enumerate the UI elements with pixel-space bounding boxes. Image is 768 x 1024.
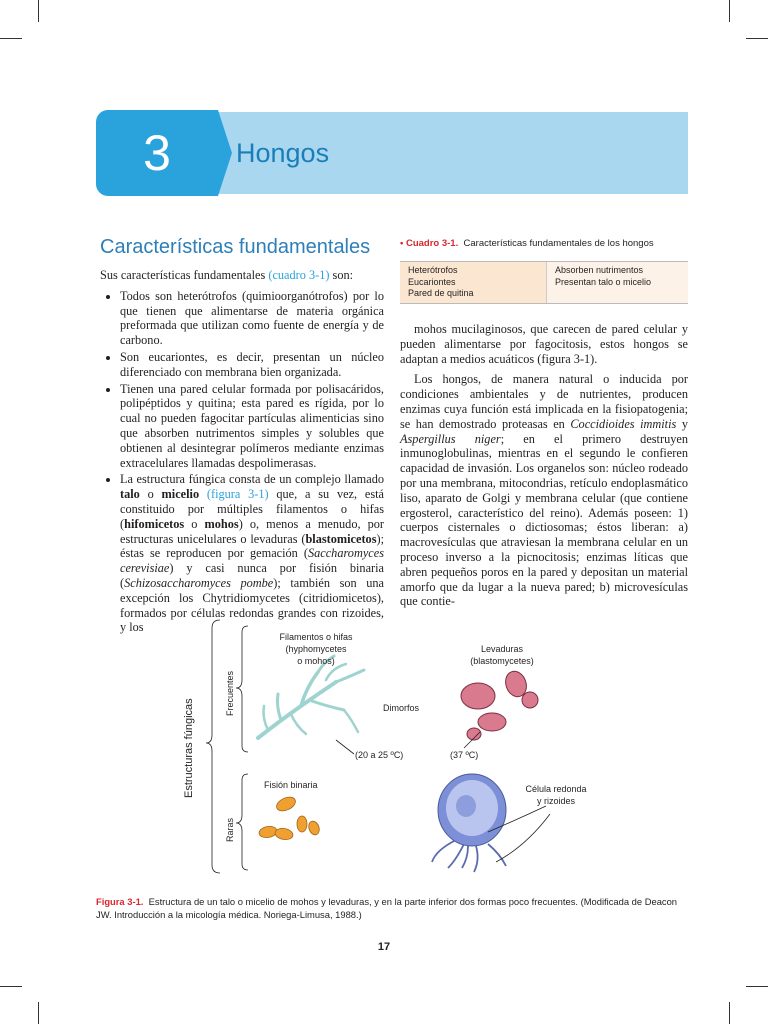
temperature-label-20-25: (20 a 25 ºC)	[355, 750, 404, 760]
hyphae-illustration	[258, 656, 364, 738]
characteristics-list	[100, 289, 384, 635]
text-run: ; en el primero destruyen inmunoglobulinas, mientras en el segundo le confieren capacidad de invasión. Los organelos son: núcleo rodeado por una membrana, mitocondrias, retículo endoplasmático liso, aparato de Golgi y membrana celular (que contiene ergosterol, característico del reino). Además poseen: 1) cuerpos cisternales o dictiosomas; éstos liberan: a) macrovesículas que atraviesan la membrana celular en un proceso inverso a la picnocitosis; enzimas líticas que abren pequeños poros en la pared y depositan un material amorfo que da lugar a la nueva pared; b) microvesículas que contie-	[400, 431, 688, 609]
intro-text: Sus características fundamentales	[100, 268, 269, 282]
table-cell: Absorben nutrimentos	[555, 265, 644, 275]
figure-caption	[96, 896, 690, 921]
table-cell-group	[400, 262, 546, 300]
yeast-label: Levaduras	[480, 644, 524, 654]
text-run: La estructura fúngica consta de un complejo llamado	[120, 472, 384, 487]
figure-reference-link[interactable]: (figura 3-1)	[206, 487, 269, 502]
text-run: ) y casi nunca por fisión binaria (	[120, 561, 384, 590]
figure-caption-text: Estructura de un talo o micelio de mohos y levaduras, y en la parte inferior dos formas poco frecuentes. (Modificada de Deacon JW. Introducción a la micología médica. Noriega-Limusa, 1988.)	[96, 896, 678, 920]
crop-mark	[746, 986, 768, 987]
intro-text-end: son:	[329, 268, 354, 282]
table-cell-group	[547, 262, 688, 288]
axis-label-main: Estructuras fúngicas	[183, 698, 195, 798]
species-name: Schizosaccharomyces pombe	[124, 575, 274, 590]
crop-mark	[0, 38, 22, 39]
paragraph: mohos mucilaginosos, que carecen de pared celular y pueden alimentarse por fagocitosis, estos hongos se adaptan a medios acuáticos (figura 3-1).	[400, 322, 688, 366]
frequent-bracket	[236, 626, 248, 752]
term-hifomicetos: hifomicetos	[124, 516, 185, 531]
list-item: • Todos son heterótrofos (quimioorganótrofos) por lo que tienen que alimentarse de materia orgánica preformada que utilizan como fuente de energía y de carbono.	[120, 289, 384, 348]
page-number: 17	[377, 941, 391, 953]
hyphae-label: Filamentos o hifas	[279, 632, 353, 642]
figure-label: Figura 3-1.	[96, 896, 144, 907]
crop-mark	[746, 38, 768, 39]
axis-label-rare: Raras	[225, 817, 235, 842]
crop-mark	[729, 1002, 730, 1024]
round-cell-label: y rizoides	[536, 796, 576, 806]
main-bracket	[206, 620, 220, 873]
crop-mark	[729, 0, 730, 22]
dimorphic-label: Dimorfos	[383, 703, 420, 713]
left-column	[100, 268, 384, 637]
text-run: y	[676, 416, 688, 431]
text-run: que, a su vez, está constituido por múltiples filamentos o hifas (	[120, 487, 384, 531]
hyphae-label: (hyphomycetes	[285, 644, 347, 654]
yeast-illustration	[461, 668, 538, 740]
table-cell: Heterótrofos	[408, 265, 458, 275]
table-cell: Pared de quitina	[408, 288, 474, 298]
fungal-structures-figure	[96, 610, 696, 880]
fission-illustration	[258, 794, 321, 841]
section-heading: Características fundamentales	[100, 236, 371, 258]
right-column	[400, 322, 688, 615]
list-item: • Tienen una pared celular formada por polisacáridos, polipéptidos y quitina; esta pared es rígida, por lo cual no pueden fagocitar partículas alimenticias sino que absorben nutrimentos simples y solubles que obtienen al desintegrar polímeros mediante enzimas extracelulares llamadas despolimerasas.	[120, 382, 384, 471]
chapter-number: 3	[143, 125, 171, 181]
table-column-left	[400, 262, 547, 303]
chapter-title: Hongos	[236, 138, 330, 168]
characteristics-table	[400, 261, 688, 304]
list-item: • Son eucariontes, es decir, presentan un núcleo diferenciado con membrana bien organizada.	[120, 350, 384, 380]
term-micelio: micelio	[161, 487, 200, 502]
paragraph	[400, 372, 688, 609]
term-blastomicetos: blastomicetos	[305, 531, 377, 546]
fission-label: Fisión binaria	[264, 780, 318, 790]
temperature-arrow-left	[336, 740, 354, 754]
round-cell-label: Célula redonda	[525, 784, 587, 794]
table-caption	[400, 238, 654, 249]
table-cell: Eucariontes	[408, 276, 456, 287]
crop-mark	[38, 1002, 39, 1024]
crop-mark	[0, 986, 22, 987]
crop-mark	[38, 0, 39, 22]
species-name: Coccidioides immitis	[570, 416, 677, 431]
yeast-label: (blastomycetes)	[470, 656, 534, 666]
temperature-label-37: (37 ºC)	[450, 750, 479, 760]
text-run: Los hongos, de manera natural o inducida por condiciones ambientales y de nutrientes, producen enzimas cuya función está implicada en la fisiopatogenia; se han demostrado proteasas en	[400, 372, 688, 431]
text-run: ) o, menos a menudo, por estructuras unicelulares o levaduras (	[120, 516, 384, 546]
term-mohos: mohos	[204, 516, 239, 531]
intro-paragraph	[100, 268, 384, 283]
species-name: Aspergillus niger	[400, 431, 501, 446]
table-title: Características fundamentales de los hongos	[463, 238, 654, 249]
axis-label-frequent: Frecuentes	[225, 670, 235, 716]
table-column-right	[547, 262, 688, 303]
table-cell: Presentan talo o micelio	[555, 276, 652, 287]
text-run: o	[184, 516, 205, 531]
species-name: Saccharomyces cerevisiae	[120, 546, 384, 576]
table-label: • Cuadro 3-1.	[400, 238, 459, 249]
rare-bracket	[236, 774, 248, 870]
text-run: ); también son una excepción los Chytridiomycetes (citridiomicetos), formados por células redondas grandes con rizoides, y los	[120, 575, 384, 635]
round-cell-illustration	[432, 774, 506, 872]
text-run: o	[139, 487, 162, 502]
cuadro-reference-link[interactable]: (cuadro 3-1)	[268, 268, 330, 282]
hyphae-label: o mohos)	[297, 656, 335, 666]
text-run: ); éstas se reproducen por gemación (	[120, 531, 384, 561]
term-talo: talo	[120, 487, 140, 502]
